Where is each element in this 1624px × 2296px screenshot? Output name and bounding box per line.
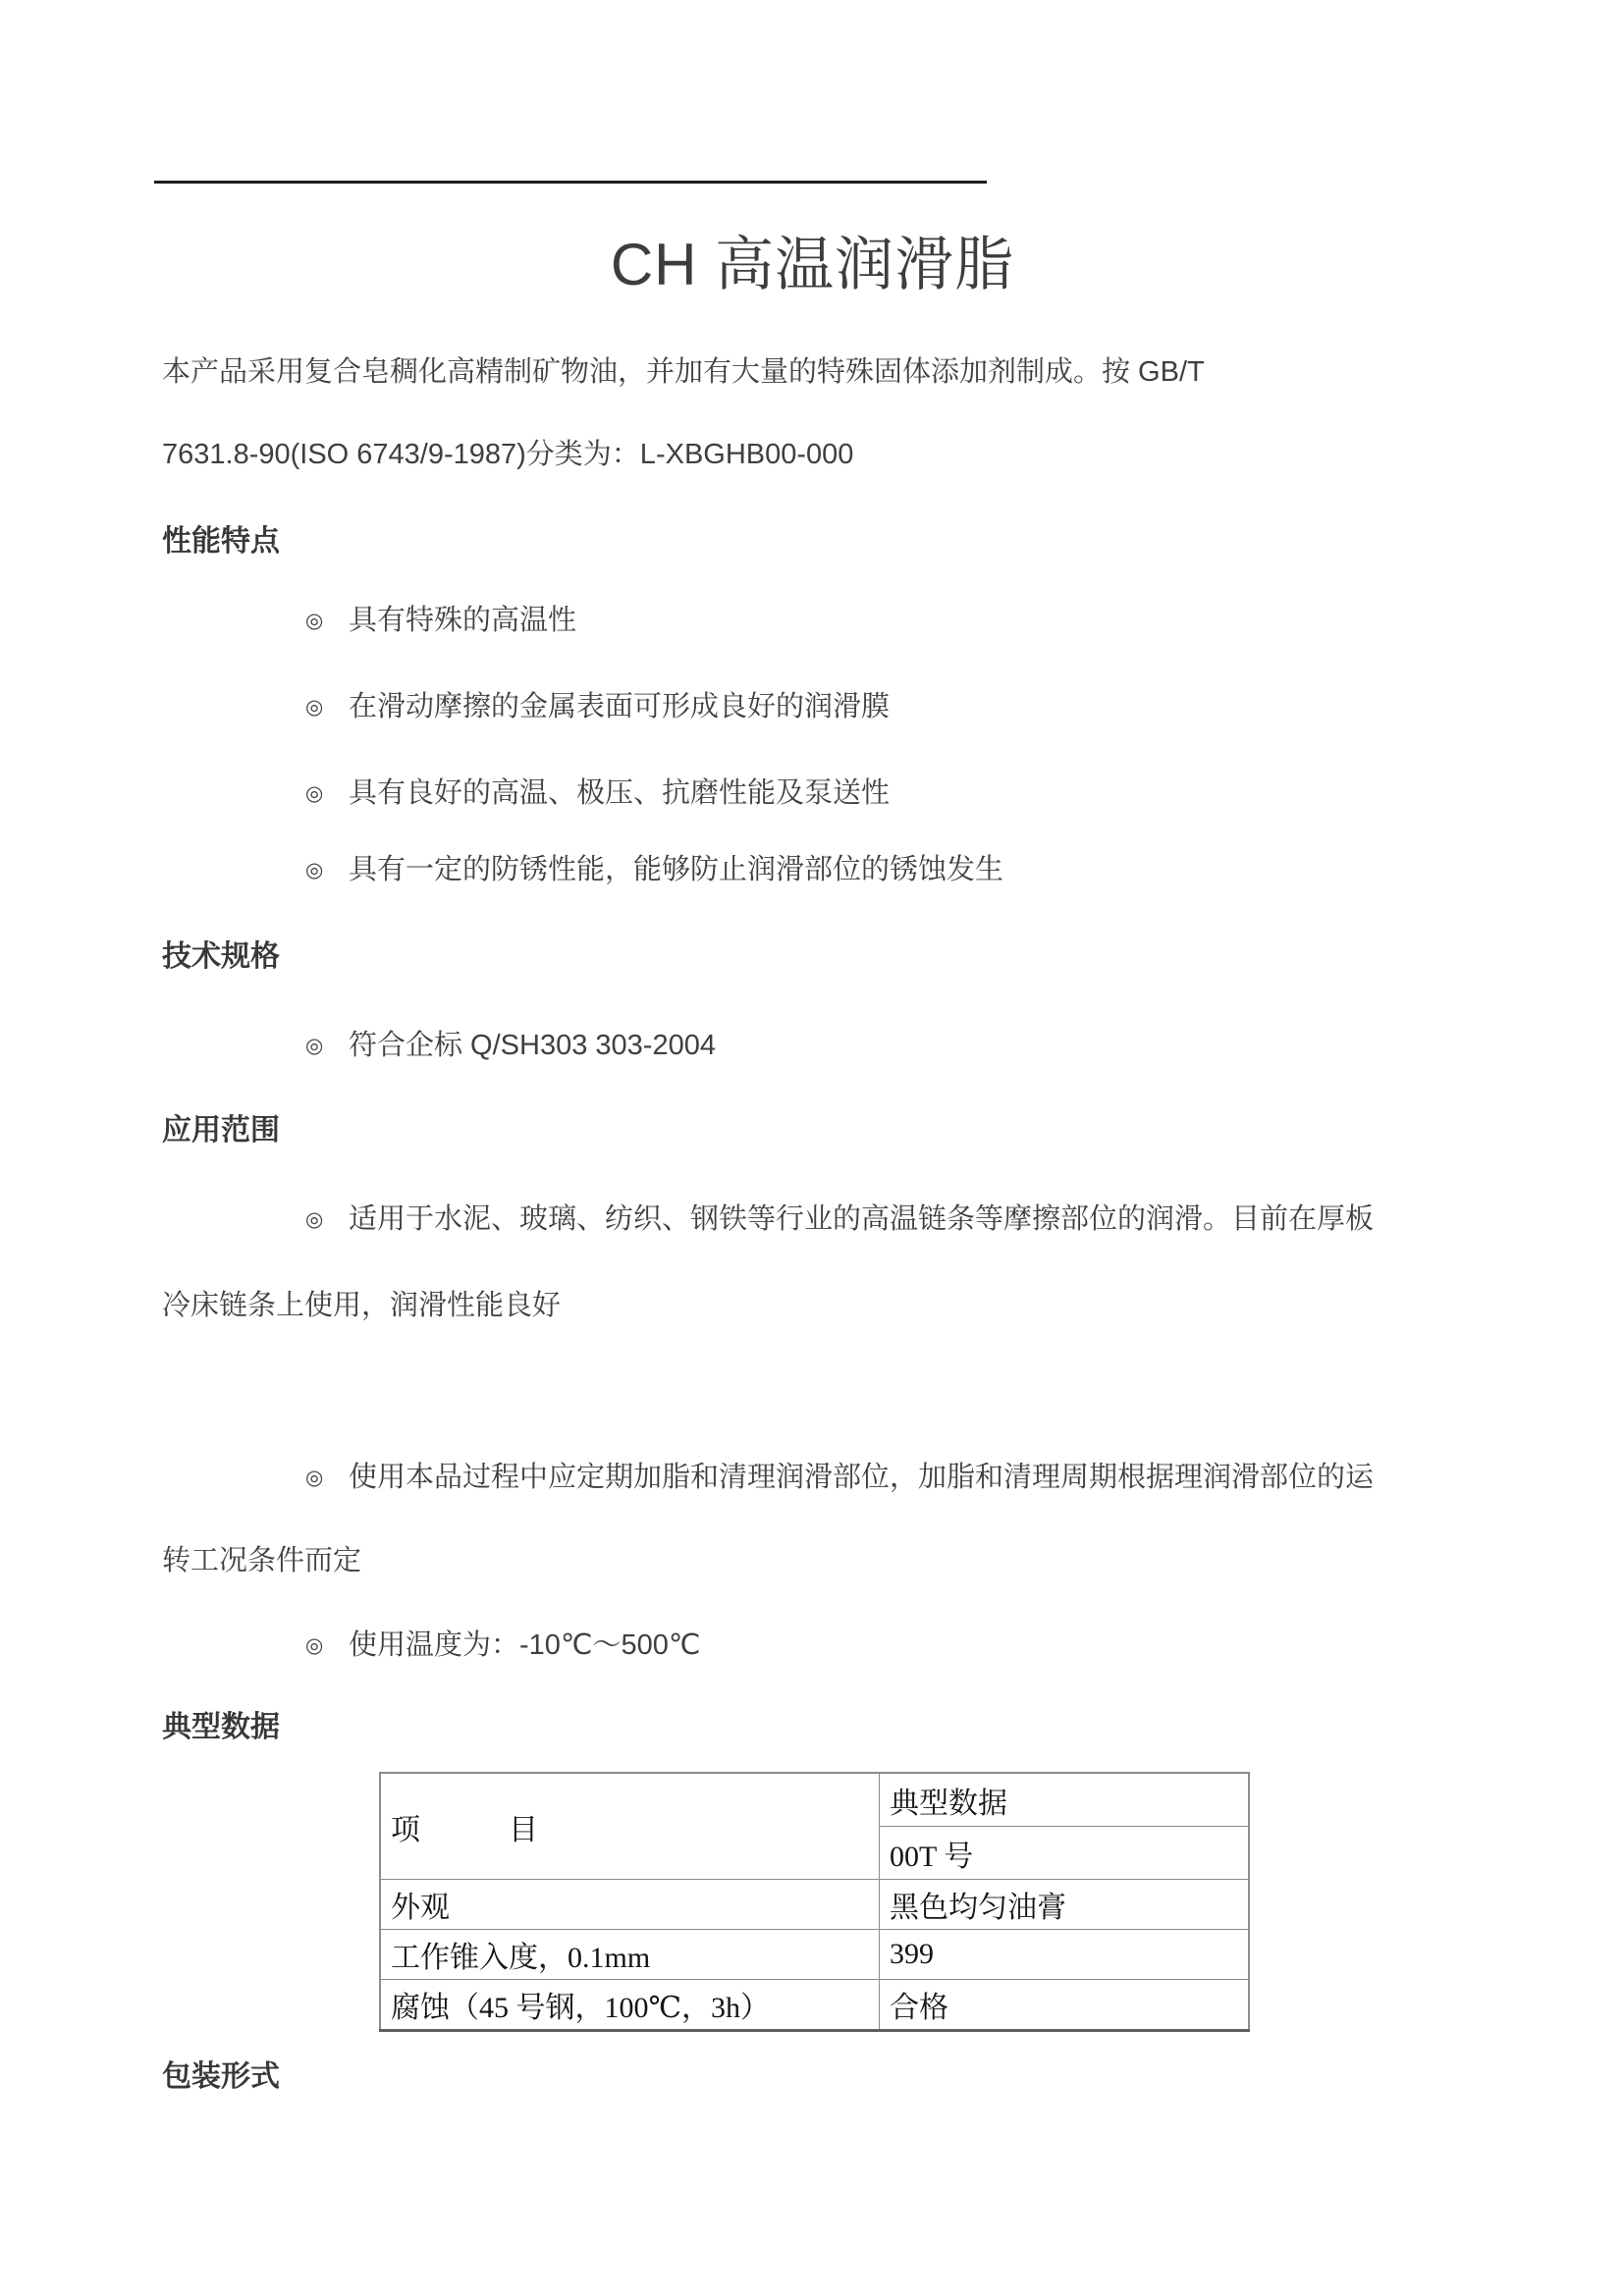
heading-packaging: 包装形式 xyxy=(162,2060,280,2093)
table-cell-value: 399 xyxy=(880,1930,1250,1980)
bullet-icon: ◎ xyxy=(305,1467,324,1489)
list-item-text: 适用于水泥、玻璃、纺织、钢铁等行业的高温链条等摩擦部位的润滑。目前在厚板 xyxy=(349,1203,1375,1235)
intro-line-2: 7631.8-90(ISO 6743/9-1987)分类为：L-XBGHB00-000 xyxy=(162,439,854,470)
list-item-continuation: 转工况条件而定 xyxy=(162,1545,362,1576)
heading-specs: 技术规格 xyxy=(162,940,280,973)
list-item-text: 符合企标 Q/SH303 303-2004 xyxy=(349,1030,716,1061)
bullet-icon: ◎ xyxy=(305,782,324,805)
list-item-continuation: 冷床链条上使用，润滑性能良好 xyxy=(162,1290,562,1321)
list-item-text: 使用本品过程中应定期加脂和清理润滑部位，加脂和清理周期根据理润滑部位的运 xyxy=(349,1462,1375,1493)
table-row xyxy=(380,1880,1249,1930)
table-cell-item: 外观 xyxy=(380,1880,880,1930)
top-horizontal-rule xyxy=(154,181,987,184)
heading-typical-data: 典型数据 xyxy=(162,1711,280,1743)
list-item xyxy=(162,1201,1463,1237)
table-cell-value: 黑色均匀油膏 xyxy=(880,1880,1250,1930)
bullet-icon: ◎ xyxy=(305,696,324,719)
bullet-icon: ◎ xyxy=(305,1035,324,1057)
list-item xyxy=(162,852,1463,887)
list-item xyxy=(162,1628,1463,1663)
table-header-row xyxy=(380,1773,1249,1827)
intro-line-1: 本产品采用复合皂稠化高精制矿物油，并加有大量的特殊固体添加剂制成。按 GB/T xyxy=(162,356,1205,388)
typical-data-table-wrapper xyxy=(379,1772,1463,2032)
table-cell-value: 合格 xyxy=(880,1980,1250,2031)
bullet-icon: ◎ xyxy=(305,1208,324,1231)
list-item-text: 具有一定的防锈性能，能够防止润滑部位的锈蚀发生 xyxy=(349,854,1004,885)
table-cell-item: 腐蚀（45 号钢，100℃，3h） xyxy=(380,1980,880,2031)
table-header-item: 项 目 xyxy=(380,1773,880,1880)
list-item-text: 具有良好的高温、极压、抗磨性能及泵送性 xyxy=(349,777,891,809)
bullet-icon: ◎ xyxy=(305,859,324,881)
table-row xyxy=(380,1980,1249,2031)
bullet-icon: ◎ xyxy=(305,1634,324,1657)
table-cell-item: 工作锥入度，0.1mm xyxy=(380,1930,880,1980)
list-item xyxy=(162,1460,1463,1495)
list-item xyxy=(162,775,1463,811)
heading-applications: 应用范围 xyxy=(162,1114,280,1147)
list-item xyxy=(162,1028,1463,1063)
list-item xyxy=(162,689,1463,724)
heading-features: 性能特点 xyxy=(162,525,280,558)
table-header-value-bottom: 00T 号 xyxy=(880,1827,1250,1880)
bullet-icon: ◎ xyxy=(305,610,324,632)
list-item xyxy=(162,603,1463,638)
list-item-text: 在滑动摩擦的金属表面可形成良好的润滑膜 xyxy=(349,691,891,722)
list-item-text: 具有特殊的高温性 xyxy=(349,605,577,636)
list-item-text: 使用温度为：-10℃～500℃ xyxy=(349,1629,701,1661)
typical-data-table xyxy=(379,1772,1250,2032)
page-title: CH 高温润滑脂 xyxy=(610,232,1015,297)
table-header-value-top: 典型数据 xyxy=(880,1773,1250,1827)
table-row xyxy=(380,1930,1249,1980)
